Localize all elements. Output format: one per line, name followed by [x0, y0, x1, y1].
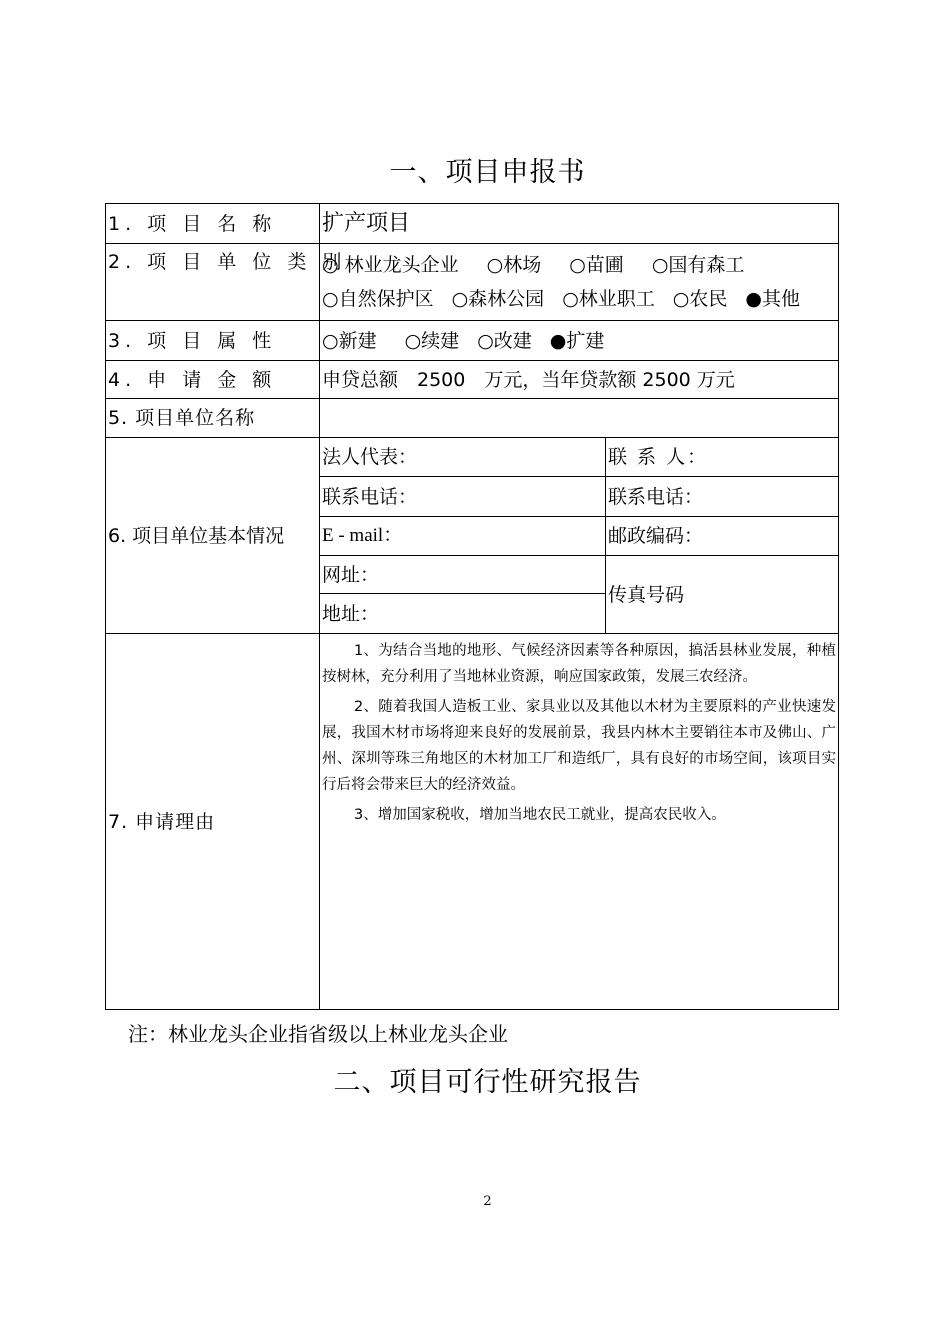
label-reason: 7. 申请理由 — [106, 634, 320, 1010]
field-phone-1[interactable]: 联系电话： — [320, 477, 606, 517]
field-fax[interactable]: 传真号码 — [606, 556, 839, 634]
field-legal-rep[interactable]: 法人代表： — [320, 438, 606, 477]
option-forest-farm[interactable]: ○林场 — [486, 254, 542, 276]
option-continued[interactable]: ○续建 — [404, 329, 460, 352]
reason-paragraph-1: 1、为结合当地的地形、气候经济因素等各种原因，搞活县林业发展，种植按树林，充分利用了当地林业资源，响应国家政策，发展三农经济。 — [322, 643, 837, 685]
row-unit-name — [106, 399, 839, 438]
option-new[interactable]: ○新建 — [322, 329, 377, 352]
application-form-table — [105, 203, 839, 1010]
option-nursery[interactable]: ○苗圃 — [569, 254, 624, 276]
footnote: 注：林业龙头企业指省级以上林业龙头企业 — [128, 1022, 508, 1046]
option-expansion[interactable]: ●扩建 — [549, 329, 605, 352]
option-forest-park[interactable]: ○森林公园 — [451, 288, 545, 310]
field-email[interactable]: E - mail： — [320, 517, 606, 556]
option-state-forestry[interactable]: ○国有森工 — [651, 254, 745, 276]
row-project-name — [106, 204, 839, 244]
page-number: 2 — [483, 1194, 492, 1209]
option-farmer[interactable]: ○农民 — [672, 288, 728, 310]
option-nature-reserve[interactable]: ○自然保护区 — [322, 288, 434, 310]
field-phone-2[interactable]: 联系电话： — [606, 477, 839, 517]
reason-content — [320, 634, 839, 1010]
section-title-application: 一、项目申报书 — [389, 157, 586, 188]
option-forestry-worker[interactable]: ○林业职工 — [562, 288, 655, 310]
value-unit-name[interactable] — [320, 399, 839, 438]
label-amount: 4. 申 请 金 额 — [106, 361, 320, 399]
field-contact-person[interactable]: 联 系 人： — [606, 438, 839, 477]
unit-category-options — [320, 244, 839, 321]
value-amount: 申贷总额 2500 万元，当年贷款额 2500 万元 — [320, 361, 839, 399]
option-rebuild[interactable]: ○改建 — [477, 329, 532, 352]
label-unit-category: 2. 项 目 单 位 类 别 — [106, 244, 320, 321]
section-title-feasibility: 二、项目可行性研究报告 — [333, 1067, 642, 1098]
label-project-name: 1. 项 目 名 称 — [106, 204, 320, 244]
row-unit-category — [106, 244, 839, 321]
value-project-name: 扩产项目 — [320, 204, 839, 244]
label-unit-name: 5. 项目单位名称 — [106, 399, 320, 438]
field-website[interactable]: 网址： — [320, 556, 606, 594]
option-leading-enterprise[interactable]: ○ 林业龙头企业 — [322, 254, 459, 276]
row-reason — [106, 634, 839, 1010]
reason-paragraph-3: 3、增加国家税收，增加当地农民工就业，提高农民收入。 — [354, 807, 726, 823]
field-address[interactable]: 地址： — [320, 594, 606, 634]
label-project-attribute: 3. 项 目 属 性 — [106, 321, 320, 361]
row-project-attribute — [106, 321, 839, 361]
option-other[interactable]: ●其他 — [745, 288, 800, 310]
label-basic-info: 6. 项目单位基本情况 — [106, 438, 320, 634]
project-attribute-options — [320, 321, 839, 361]
row-basic-info-1 — [106, 438, 839, 477]
reason-paragraph-2: 2、随着我国人造板工业、家具业以及其他以木材为主要原料的产业快速发展，我国木材市场将迎来良好的发展前景，我县内林木主要销往本市及佛山、广州、深圳等珠三角地区的木材加工厂和造纸厂，具有良好的市场空间，该项目实行后将会带来巨大的经济效益。 — [322, 699, 837, 793]
field-postcode[interactable]: 邮政编码： — [606, 517, 839, 556]
row-amount — [106, 361, 839, 399]
